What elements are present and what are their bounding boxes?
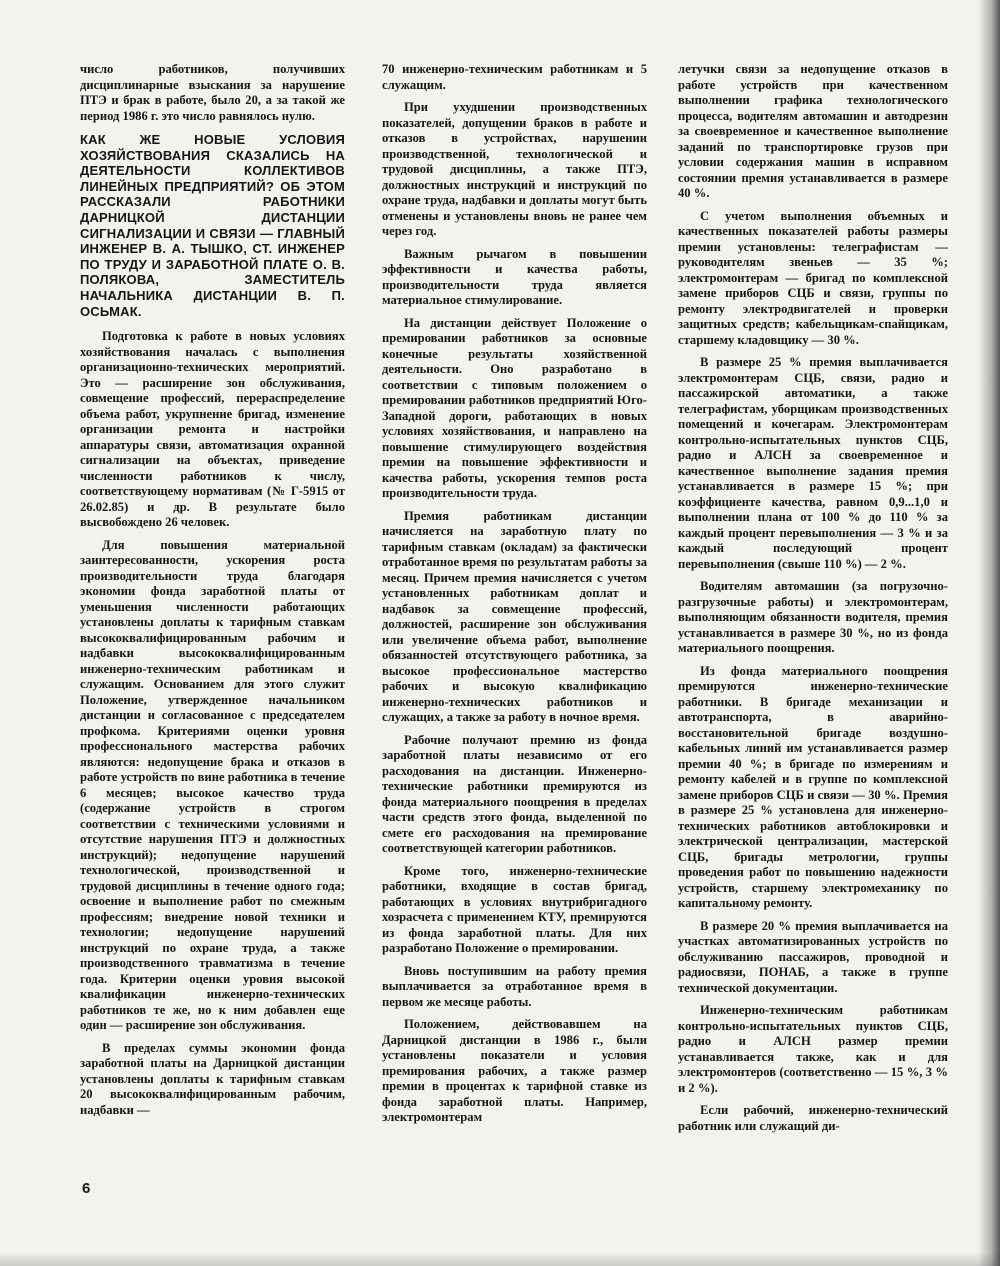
paragraph: 70 инженерно-техническим работникам и 5 служащим. [382, 62, 647, 92]
scan-shadow-bottom [0, 1252, 1000, 1266]
paragraph: В пределах суммы экономии фонда заработной платы на Дарницкой дистанции установлены доплаты к тарифным ставкам 20 высококвалифицированным рабочим, надбавки — [80, 1040, 345, 1117]
paragraph: Положением, действовавшем на Дарницкой дистанции в 1986 г., были установлены показатели и условия премирования рабочих, а также размер премии в процентах к тарифной ставке из фонда заработной платы. Например, электромонтерам [382, 1017, 647, 1124]
text-column-3 [678, 62, 948, 1182]
paragraph: Из фонда материального поощрения премируются инженерно-технические работники. В бригаде механизации и автотранспорта, в аварийно-восстановительной бригаде воздушно-кабельных линий им устанавливается размер премии 40 %; в бригаде по измерениям и ремонту кабелей и в группе по комплексной замене приборов СЦБ и связи — 30 %. Премия в размере 25 % установлена для инженерно-технических работников автоблокировки и электрической централизации, мастерской СЦБ, бригады метрологии, группы проведения работ по повышению надежности устройств, старшему электромеханику по капитальному ремонту. [678, 663, 948, 910]
text-column-1 [80, 62, 345, 1182]
section-heading: КАК ЖЕ НОВЫЕ УСЛОВИЯ ХОЗЯЙСТВОВАНИЯ СКАЗАЛИСЬ НА ДЕЯТЕЛЬНОСТИ КОЛЛЕКТИВОВ ЛИНЕЙНЫХ ПРЕДПРИЯТИЙ? ОБ ЭТОМ РАССКАЗАЛИ РАБОТНИКИ ДАРНИЦКОЙ ДИСТАНЦИИ СИГНАЛИЗАЦИИ И СВЯЗИ — ГЛАВНЫЙ ИНЖЕНЕР В. А. ТЫШКО, СТ. ИНЖЕНЕР ПО ТРУДУ И ЗАРАБОТНОЙ ПЛАТЕ О. В. ПОЛЯКОВА, ЗАМЕСТИТЕЛЬ НАЧАЛЬНИКА ДИСТАНЦИИ В. П. ОСЬМАК. [80, 132, 345, 319]
paragraph: В размере 20 % премия выплачивается на участках автоматизированных устройств по обслуживанию пассажиров, проводной и радиосвязи, ПОНАБ, а также в группе технической документации. [678, 918, 948, 995]
page-number: 6 [82, 1180, 91, 1197]
text-column-2 [382, 62, 647, 1182]
paragraph: число работников, получивших дисциплинарные взыскания за нарушение ПТЭ и брак в работе, было 20, а за такой же период 1986 г. это число равнялось нулю. [80, 62, 345, 123]
paragraph: На дистанции действует Положение о премировании работников за основные конечные результаты хозяйственной деятельности. Оно разработано в соответствии с типовым положением о премировании работников предприятий Юго-Западной дороги, работающих в новых условиях хозяйствования, и направлено на повышение стимулирующего воздействия премии на повышение эффективности и качества работы, ускорения темпов роста производительности труда. [382, 315, 647, 500]
paragraph: летучки связи за недопущение отказов в работе устройств при качественном выполнении графика технологического процесса, водителям автомашин и автодрезин за своевременное и качественное выполнение заданий по транспортировке грузов при условии содержания машин в исправном состоянии премия устанавливается в размере 40 %. [678, 62, 948, 200]
paragraph: Инженерно-техническим работникам контрольно-испытательных пунктов СЦБ, радио и АЛСН размер премии устанавливается также, как и для электромонтеров (соответственно — 15 %, 3 % и 2 %). [678, 1003, 948, 1095]
paragraph: Водителям автомашин (за погрузочно-разгрузочные работы) и электромонтерам, выполняющим обязанности водителя, премия устанавливается в размере 30 %, но из фонда материального поощрения. [678, 579, 948, 655]
paragraph: Рабочие получают премию из фонда заработной платы независимо от его расходования на дистанции. Инженерно-технические работники премируются из фонда материального поощрения в пределах части средств этого фонда, выделенной по смете его расходования на премирование соответствующей категории работников. [382, 732, 647, 855]
paragraph: Премия работникам дистанции начисляется на заработную плату по тарифным ставкам (окладам) за фактически отработанное время по результатам работы за месяц. Причем премия начисляется с учетом установленных работникам доплат и надбавок за совмещение профессий, должностей, расширение зон обслуживания или увеличение объема работ, выполнение обязанностей отсутствующего работника, за высокое профессиональное мастерство рабочих и высокую квалификацию инженерно-технических работников и служащих, а также за работу в ночное время. [382, 508, 647, 724]
paragraph: С учетом выполнения объемных и качественных показателей работы размеры премии установлены: телеграфистам — руководителям звеньев — 35 %; электромонтерам — бригад по комплексной замене приборов СЦБ и связи, группы по ремонту электродвигателей и проверки защитных средств; кабельщикам-спайщикам, старшему кладовщику — 30 %. [678, 208, 948, 347]
scan-shadow-right [978, 0, 1000, 1266]
paragraph: При ухудшении производственных показателей, допущении браков в работе и отказов в устройствах, нарушении производственной, технологической и трудовой дисциплины, а также ПТЭ, должностных инструкций и инструкций по охране труда, надбавки и доплаты могут быть отменены и установлены вновь не ранее чем через год. [382, 100, 647, 238]
paragraph: Если рабочий, инженерно-технический работник или служащий ди- [678, 1103, 948, 1133]
paragraph: Для повышения материальной заинтересованности, ускорения роста производительности труда благодаря экономии фонда заработной платы от уменьшения численности работающих установлены доплаты к тарифным ставкам высококвалифицированным рабочим и надбавки высококвалифицированным инженерно-техническим работникам и служащим. Основанием для этого служит Положение, утвержденное начальником дистанции и согласованное с председателем профкома. Критериями оценки уровня профессионального мастерства рабочих являются: недопущение брака и отказов в работе устройств по вине работника в течение 6 месяцев; высокое качество труда (содержание устройств в строгом соответствии с техническими условиями и отсутствие нарушения ПТЭ и должностных инструкций); недопущение нарушений технологической, производственной и трудовой дисциплины в течение одного года; освоение и выполнение работ по смежным профессиям; внедрение новой техники и технологии; недопущение нарушений инструкций по охране труда, а также производственного травматизма в течение года. Критерии оценки уровня высокой квалификации инженерно-технических работников те же, но к ним добавлен еще один — расширение зон обслуживания. [80, 537, 345, 1033]
paragraph: Кроме того, инженерно-технические работники, входящие в состав бригад, работающих в условиях внутрибригадного хозрасчета с применением КТУ, премируются из фонда заработной платы. Для них разработано Положение о премировании. [382, 863, 647, 955]
paragraph: Важным рычагом в повышении эффективности и качества работы, производительности труда является материальное стимулирование. [382, 246, 647, 307]
paragraph: Вновь поступившим на работу премия выплачивается за отработанное время в первом же месяце работы. [382, 963, 647, 1009]
paragraph: Подготовка к работе в новых условиях хозяйствования началась с выполнения организационно-технических мероприятий. Это — расширение зон обслуживания, совмещение профессий, перераспределение объема работ, укрупнение бригад, изменение организации ремонта и настройки аппаратуры связи, автоматизация охранной сигнализации на объектах, приведение численности работников к числу, соответствующему нормативам (№ Г-5915 от 26.02.85) и др. В результате было высвобождено 26 человек. [80, 329, 345, 530]
paragraph: В размере 25 % премия выплачивается электромонтерам СЦБ, связи, радио и пассажирской автоматики, а также телеграфистам, уборщикам производственных помещений и кочегарам. Электромонтерам контрольно-испытательных пунктов СЦБ, радио и АЛСН за своевременное и качественное выполнение задания премия устанавливается в размере 15 %; при коэффициенте качества, равном 0,9...1,0 и выполнении плана от 100 % до 110 % за каждый процент перевыполнения — 3 % и за каждый последующий процент перевыполнения (свыше 110 %) — 2 %. [678, 355, 948, 571]
